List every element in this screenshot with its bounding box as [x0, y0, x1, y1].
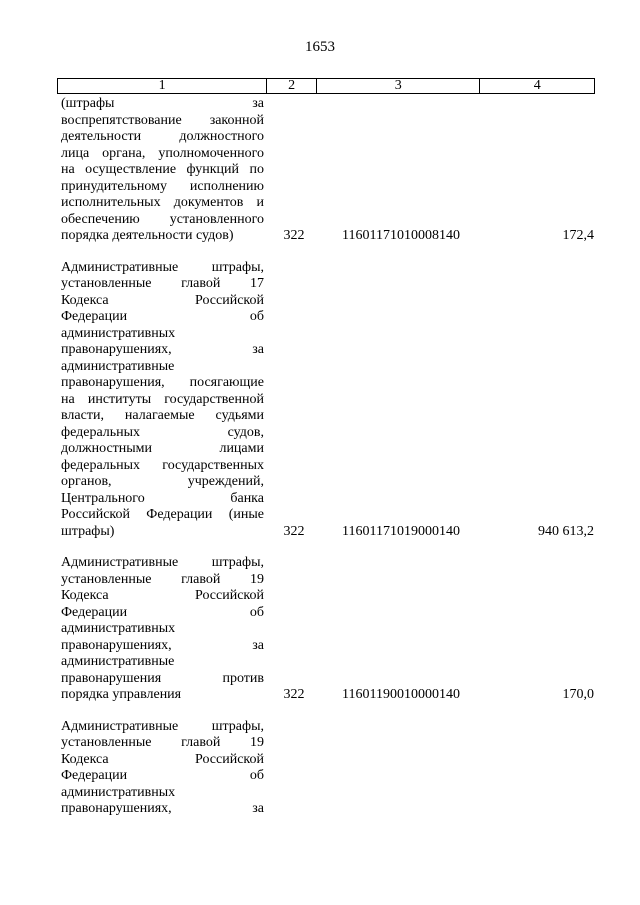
row-name-line: исполнительных документов и	[61, 195, 264, 210]
row-admin-code: 322	[283, 687, 305, 702]
row-name-line: Административные штрафы,	[61, 718, 264, 734]
table-row	[57, 96, 595, 245]
row-name-line: административных	[61, 621, 176, 636]
row-name-line: лица органа, уполномоченного	[61, 145, 264, 161]
row-name-line: федеральных государственных	[61, 457, 264, 473]
row-name-line: установленные главой 19	[61, 735, 264, 750]
row-name-cell	[57, 555, 266, 704]
row-amount: 940 613,2	[538, 523, 594, 539]
row-name-line: органов, учреждений,	[61, 474, 264, 489]
row-name-line: правонарушения, посягающие	[61, 375, 264, 390]
row-name-line: Кодекса Российской	[61, 588, 264, 603]
row-name-line: Кодекса Российской	[61, 751, 264, 767]
row-admin-code: 322	[283, 228, 305, 243]
row-name-cell	[57, 719, 266, 818]
row-name-line: правонарушениях, за	[61, 342, 264, 357]
row-name-line: Федерации об	[61, 309, 264, 324]
row-name-line: Кодекса Российской	[61, 292, 264, 308]
row-name-line: принудительному исполнению	[61, 178, 264, 194]
table-row	[57, 555, 595, 704]
table-row	[57, 719, 595, 818]
row-budget-code: 11601171019000140	[342, 523, 460, 539]
row-name-line: деятельности должностного	[61, 129, 264, 144]
row-name-line: Федерации об	[61, 604, 264, 620]
budget-table	[57, 78, 595, 818]
row-admin-code: 322	[283, 523, 305, 539]
table-row	[57, 260, 595, 541]
table-body	[57, 94, 595, 818]
row-name-line: порядка управления	[61, 687, 182, 702]
header-col-3: 3	[316, 79, 479, 93]
header-col-1: 1	[158, 78, 166, 93]
row-budget-code: 11601171010008140	[342, 228, 460, 243]
row-name-line: обеспечению установленного	[61, 211, 264, 227]
row-name-line: Административные штрафы,	[61, 259, 264, 275]
row-name-line: на осуществление функций по	[61, 162, 264, 177]
row-name-line: Административные штрафы,	[61, 555, 264, 570]
row-name-line: на институты государственной	[61, 391, 264, 407]
row-amount: 172,4	[562, 228, 594, 243]
row-name-line: установленные главой 19	[61, 571, 264, 587]
row-name-line: Центрального банка	[61, 490, 264, 506]
row-name-cell	[57, 96, 266, 245]
row-name-line: должностными лицами	[61, 441, 264, 456]
row-name-line: власти, налагаемые судьями	[61, 408, 264, 423]
row-name-line: установленные главой 17	[61, 276, 264, 291]
row-name-cell	[57, 260, 266, 541]
row-name-line: административные	[61, 358, 175, 374]
row-name-line: порядка деятельности судов)	[61, 228, 234, 243]
row-name-line: воспрепятствование законной	[61, 112, 264, 128]
table-header-row	[57, 78, 595, 94]
header-col-4: 4	[479, 79, 594, 93]
row-amount: 170,0	[562, 687, 594, 702]
row-name-line: административные	[61, 654, 175, 669]
row-name-line: федеральных судов,	[61, 424, 264, 440]
row-name-line: Федерации об	[61, 768, 264, 783]
page-number: 1653	[305, 39, 335, 55]
row-name-line: (штрафы за	[61, 96, 264, 111]
row-budget-code: 11601190010000140	[342, 687, 460, 702]
row-name-line: административных	[61, 784, 176, 800]
header-col-2: 2	[266, 79, 316, 93]
row-name-line: штрафы)	[61, 523, 115, 539]
row-name-line: правонарушениях, за	[61, 801, 264, 816]
row-name-line: административных	[61, 325, 176, 341]
row-name-line: Российской Федерации (иные	[61, 507, 264, 522]
row-name-line: правонарушения против	[61, 670, 264, 686]
row-name-line: правонарушениях, за	[61, 637, 264, 653]
